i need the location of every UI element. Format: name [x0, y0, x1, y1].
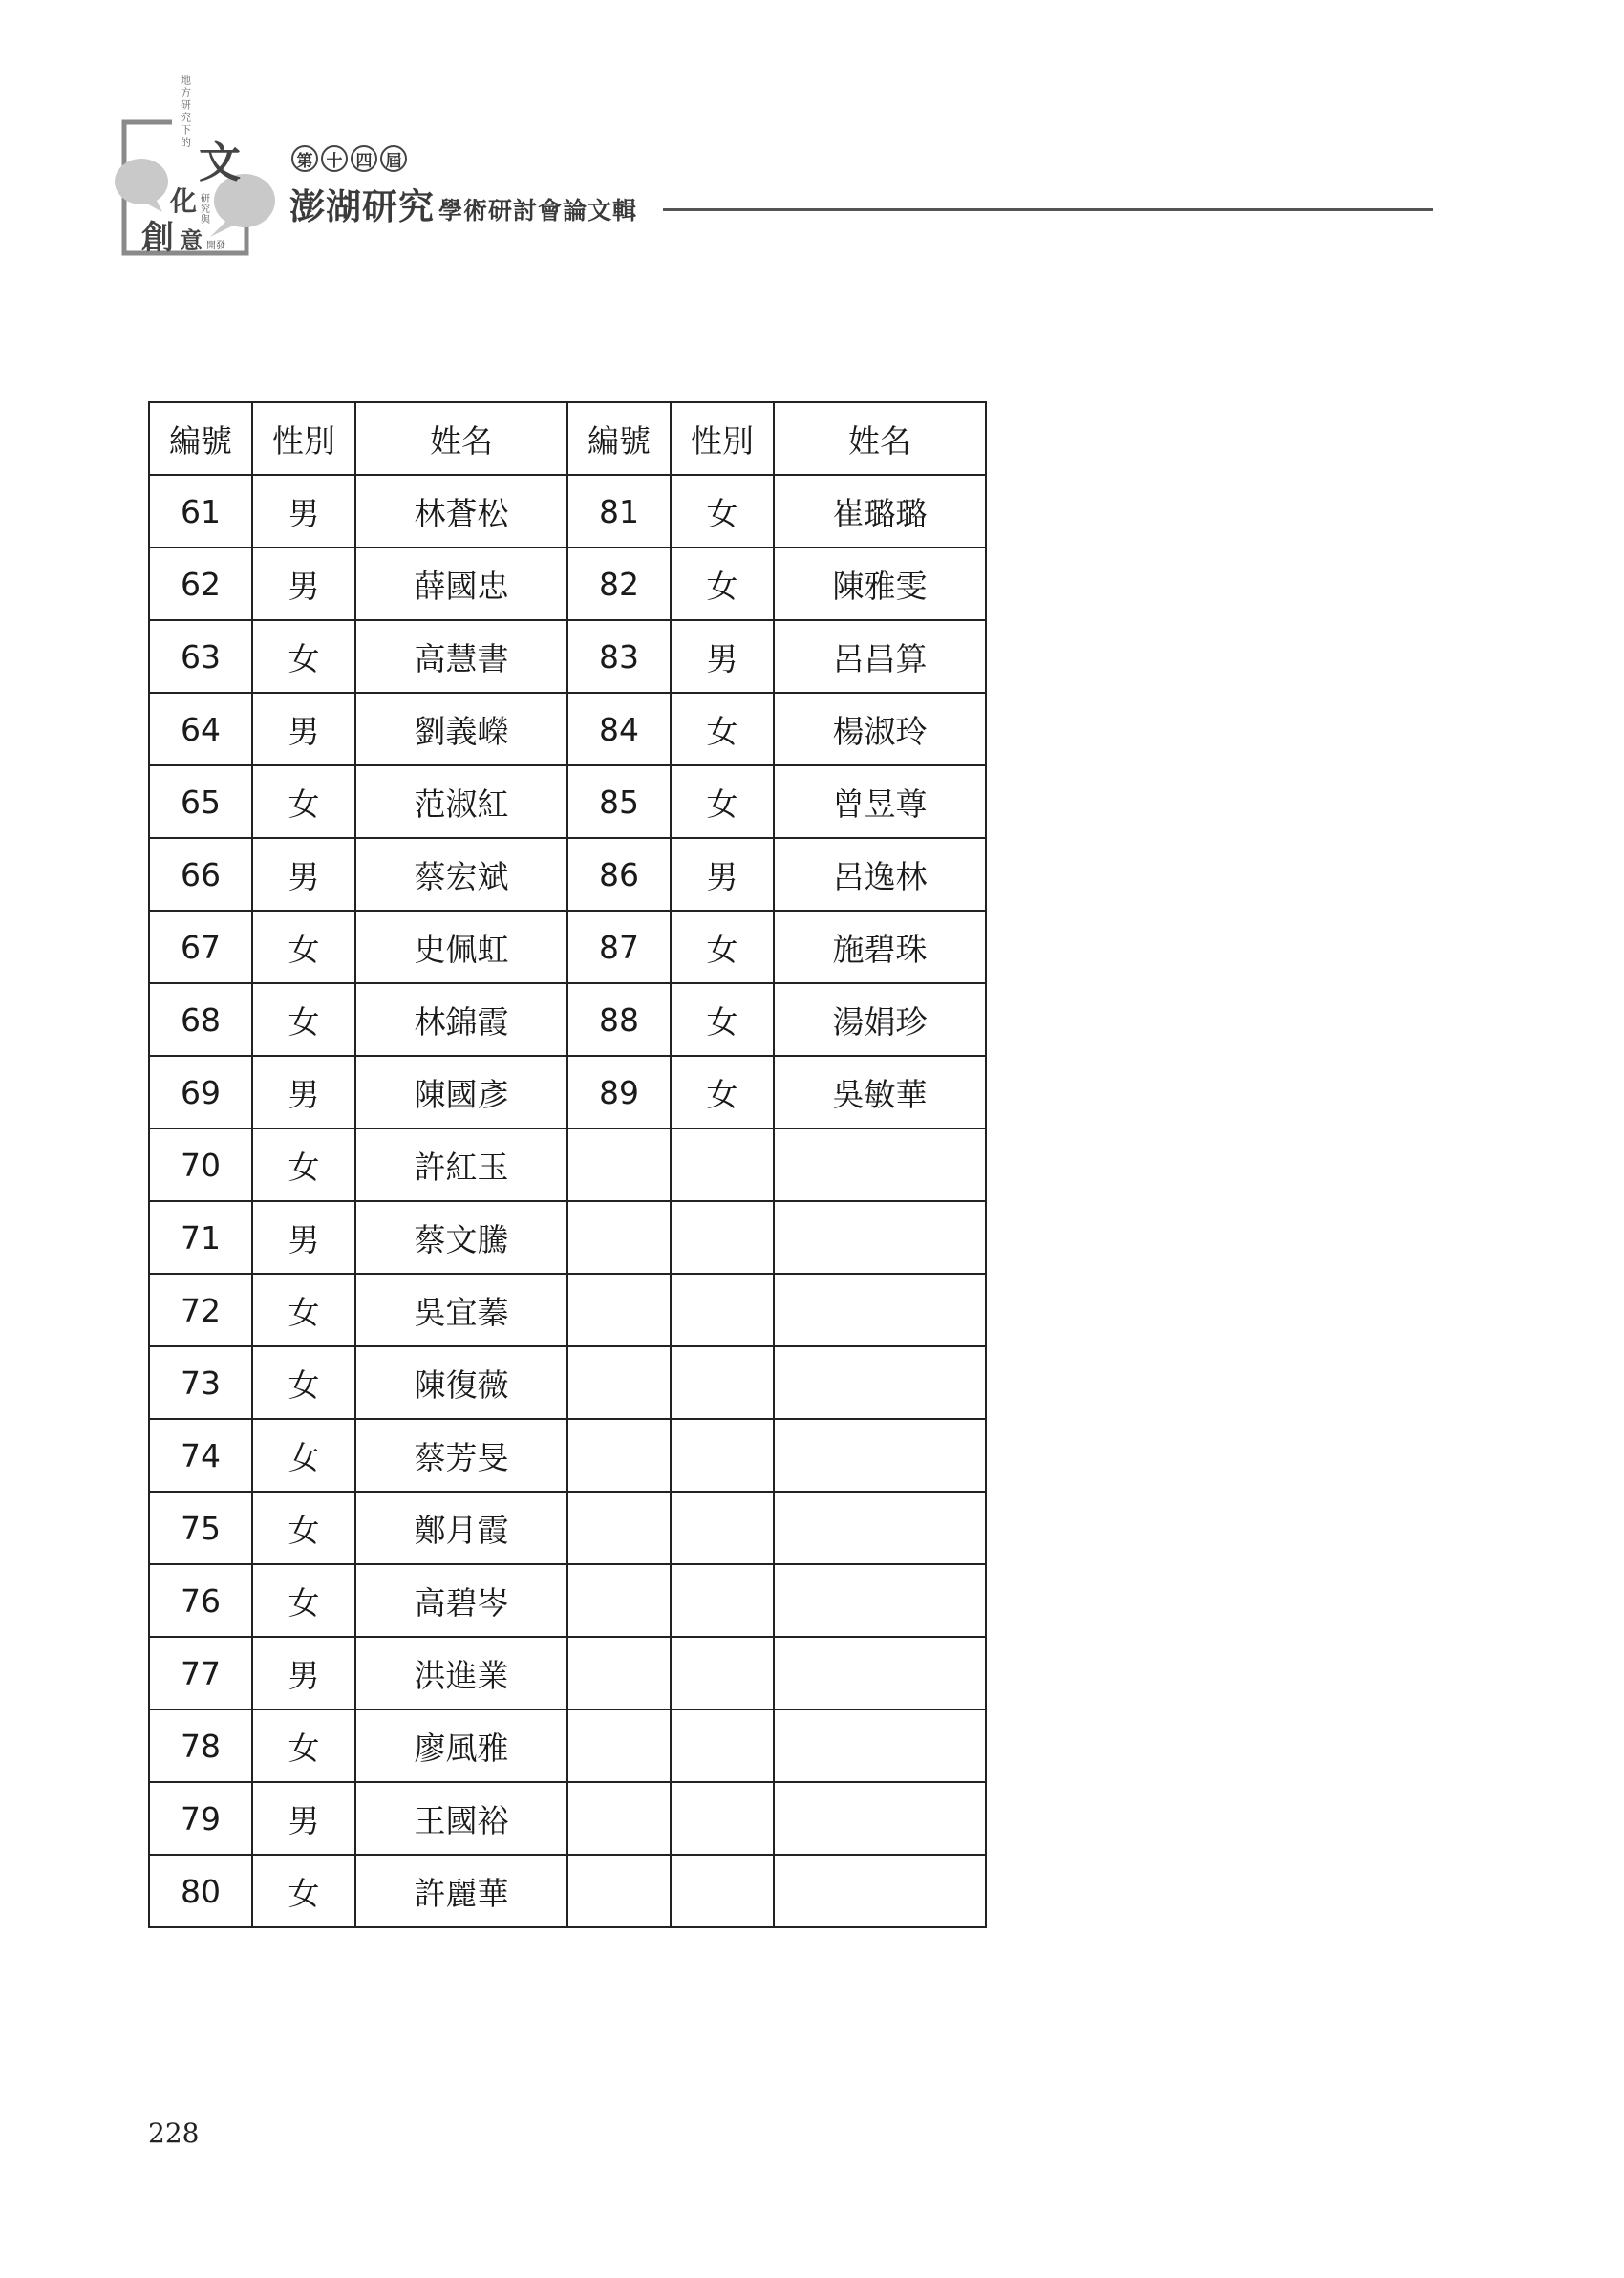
cell-number: 86 [567, 838, 671, 911]
cell-number [567, 1492, 671, 1564]
page-header [0, 0, 1624, 287]
cell-gender: 女 [671, 1056, 774, 1128]
cell-gender [671, 1274, 774, 1346]
edition-char: 四 [351, 145, 377, 172]
edition-char: 十 [321, 145, 348, 172]
cell-name [774, 1274, 986, 1346]
cell-number: 82 [567, 548, 671, 620]
cell-name: 湯娟珍 [774, 983, 986, 1056]
cell-name: 劉義嶸 [355, 693, 567, 765]
table-row [149, 1274, 986, 1346]
cell-gender [671, 1637, 774, 1709]
cell-name [774, 1637, 986, 1709]
cell-name: 薛國忠 [355, 548, 567, 620]
table-row [149, 620, 986, 693]
cell-number: 76 [149, 1564, 252, 1637]
cell-gender [671, 1492, 774, 1564]
cell-name: 林蒼松 [355, 475, 567, 548]
edition-badge [291, 145, 407, 172]
cell-name: 呂昌算 [774, 620, 986, 693]
cell-number: 81 [567, 475, 671, 548]
header-gender: 性別 [252, 402, 355, 475]
logo-text-top: 地方研究下的 [179, 75, 192, 149]
cell-gender: 男 [252, 693, 355, 765]
cell-number: 78 [149, 1709, 252, 1782]
cell-name: 施碧珠 [774, 911, 986, 983]
cell-number: 71 [149, 1201, 252, 1274]
cell-gender: 女 [252, 620, 355, 693]
cell-number: 64 [149, 693, 252, 765]
journal-title-sub: 學術研討會論文輯 [438, 197, 638, 225]
header-name: 姓名 [774, 402, 986, 475]
cell-name: 范淑紅 [355, 765, 567, 838]
cell-name: 吳敏華 [774, 1056, 986, 1128]
table-row [149, 1492, 986, 1564]
cell-gender [671, 1782, 774, 1855]
header-rule [663, 208, 1433, 211]
cell-name: 洪進業 [355, 1637, 567, 1709]
header-number: 編號 [567, 402, 671, 475]
cell-number: 61 [149, 475, 252, 548]
cell-number: 87 [567, 911, 671, 983]
cell-name [774, 1855, 986, 1927]
cell-name: 蔡文騰 [355, 1201, 567, 1274]
table-row [149, 1709, 986, 1782]
table-row [149, 548, 986, 620]
cell-gender: 女 [252, 1709, 355, 1782]
cell-name: 呂逸林 [774, 838, 986, 911]
cell-number: 70 [149, 1128, 252, 1201]
cell-number [567, 1564, 671, 1637]
cell-number: 66 [149, 838, 252, 911]
cell-gender: 女 [671, 765, 774, 838]
cell-name: 鄭月霞 [355, 1492, 567, 1564]
table-body [149, 475, 986, 1927]
table-row [149, 1637, 986, 1709]
cell-name: 許麗華 [355, 1855, 567, 1927]
table-row [149, 765, 986, 838]
logo-text-small: 研究與 [198, 193, 209, 225]
cell-number: 67 [149, 911, 252, 983]
cell-name: 崔璐璐 [774, 475, 986, 548]
cell-name [774, 1128, 986, 1201]
cell-number: 65 [149, 765, 252, 838]
cell-gender: 男 [252, 1637, 355, 1709]
cell-name: 史佩虹 [355, 911, 567, 983]
cell-name: 吳宜蓁 [355, 1274, 567, 1346]
cell-gender: 女 [252, 1419, 355, 1492]
cell-name: 高碧岑 [355, 1564, 567, 1637]
cell-name [774, 1782, 986, 1855]
cell-number: 74 [149, 1419, 252, 1492]
logo-char-2: 化 [170, 185, 198, 217]
edition-char: 屆 [380, 145, 407, 172]
cell-name [774, 1346, 986, 1419]
logo-char-4: 意 [180, 226, 203, 254]
cell-number: 89 [567, 1056, 671, 1128]
logo-text-tail: 開發 [206, 241, 225, 251]
cell-number [567, 1855, 671, 1927]
table-row [149, 1855, 986, 1927]
cell-name: 蔡宏斌 [355, 838, 567, 911]
header-number: 編號 [149, 402, 252, 475]
cell-gender: 男 [252, 838, 355, 911]
cell-gender: 男 [252, 548, 355, 620]
cell-name [774, 1709, 986, 1782]
page-number: 228 [148, 2117, 200, 2149]
conference-logo [103, 67, 275, 268]
cell-number: 85 [567, 765, 671, 838]
cell-gender: 女 [252, 1564, 355, 1637]
cell-gender: 男 [671, 620, 774, 693]
cell-name: 楊淑玲 [774, 693, 986, 765]
table-row [149, 1201, 986, 1274]
table-row [149, 911, 986, 983]
cell-number: 75 [149, 1492, 252, 1564]
cell-name [774, 1492, 986, 1564]
cell-number [567, 1782, 671, 1855]
cell-gender: 女 [671, 475, 774, 548]
cell-name: 陳復薇 [355, 1346, 567, 1419]
table-row [149, 1346, 986, 1419]
cell-name: 陳國彥 [355, 1056, 567, 1128]
cell-number [567, 1419, 671, 1492]
table-row [149, 838, 986, 911]
cell-name: 許紅玉 [355, 1128, 567, 1201]
header-name: 姓名 [355, 402, 567, 475]
cell-number: 72 [149, 1274, 252, 1346]
cell-name [774, 1564, 986, 1637]
header-gender: 性別 [671, 402, 774, 475]
cell-gender: 女 [252, 911, 355, 983]
table-row [149, 693, 986, 765]
journal-title [289, 178, 637, 229]
cell-gender: 女 [671, 911, 774, 983]
table-row [149, 983, 986, 1056]
cell-number: 88 [567, 983, 671, 1056]
cell-name: 蔡芳旻 [355, 1419, 567, 1492]
table-row [149, 1056, 986, 1128]
cell-number: 77 [149, 1637, 252, 1709]
logo-char-3: 創 [141, 219, 174, 257]
table-row [149, 1564, 986, 1637]
cell-gender: 女 [671, 983, 774, 1056]
cell-number: 62 [149, 548, 252, 620]
logo-char-1: 文 [199, 139, 241, 187]
cell-gender [671, 1564, 774, 1637]
cell-gender [671, 1128, 774, 1201]
cell-name: 曾昱尊 [774, 765, 986, 838]
cell-name [774, 1201, 986, 1274]
cell-gender: 女 [252, 1128, 355, 1201]
cell-gender [671, 1709, 774, 1782]
cell-number: 80 [149, 1855, 252, 1927]
cell-gender: 男 [252, 1782, 355, 1855]
cell-name: 高慧書 [355, 620, 567, 693]
table-row [149, 1128, 986, 1201]
cell-number: 68 [149, 983, 252, 1056]
cell-gender: 女 [252, 983, 355, 1056]
participant-table [148, 401, 987, 1928]
cell-number: 69 [149, 1056, 252, 1128]
cell-gender: 女 [671, 693, 774, 765]
cell-number: 63 [149, 620, 252, 693]
cell-name: 廖風雅 [355, 1709, 567, 1782]
cell-number [567, 1274, 671, 1346]
cell-gender: 男 [252, 475, 355, 548]
cell-gender: 女 [252, 1492, 355, 1564]
cell-gender [671, 1201, 774, 1274]
cell-number: 83 [567, 620, 671, 693]
cell-gender: 女 [671, 548, 774, 620]
edition-char: 第 [291, 145, 318, 172]
cell-number [567, 1637, 671, 1709]
cell-name: 王國裕 [355, 1782, 567, 1855]
cell-number [567, 1346, 671, 1419]
cell-name [774, 1419, 986, 1492]
cell-number [567, 1709, 671, 1782]
cell-gender: 男 [671, 838, 774, 911]
cell-gender: 女 [252, 765, 355, 838]
cell-name: 林錦霞 [355, 983, 567, 1056]
cell-number: 79 [149, 1782, 252, 1855]
cell-gender: 女 [252, 1346, 355, 1419]
cell-gender: 女 [252, 1855, 355, 1927]
cell-gender: 女 [252, 1274, 355, 1346]
cell-number: 73 [149, 1346, 252, 1419]
table-row [149, 1419, 986, 1492]
cell-number [567, 1201, 671, 1274]
cell-name: 陳雅雯 [774, 548, 986, 620]
table-header-row [149, 402, 986, 475]
table-row [149, 475, 986, 548]
cell-gender: 男 [252, 1056, 355, 1128]
cell-gender [671, 1855, 774, 1927]
cell-gender: 男 [252, 1201, 355, 1274]
cell-gender [671, 1346, 774, 1419]
table-row [149, 1782, 986, 1855]
cell-number: 84 [567, 693, 671, 765]
cell-number [567, 1128, 671, 1201]
cell-gender [671, 1419, 774, 1492]
journal-title-main: 澎湖研究 [289, 185, 435, 227]
